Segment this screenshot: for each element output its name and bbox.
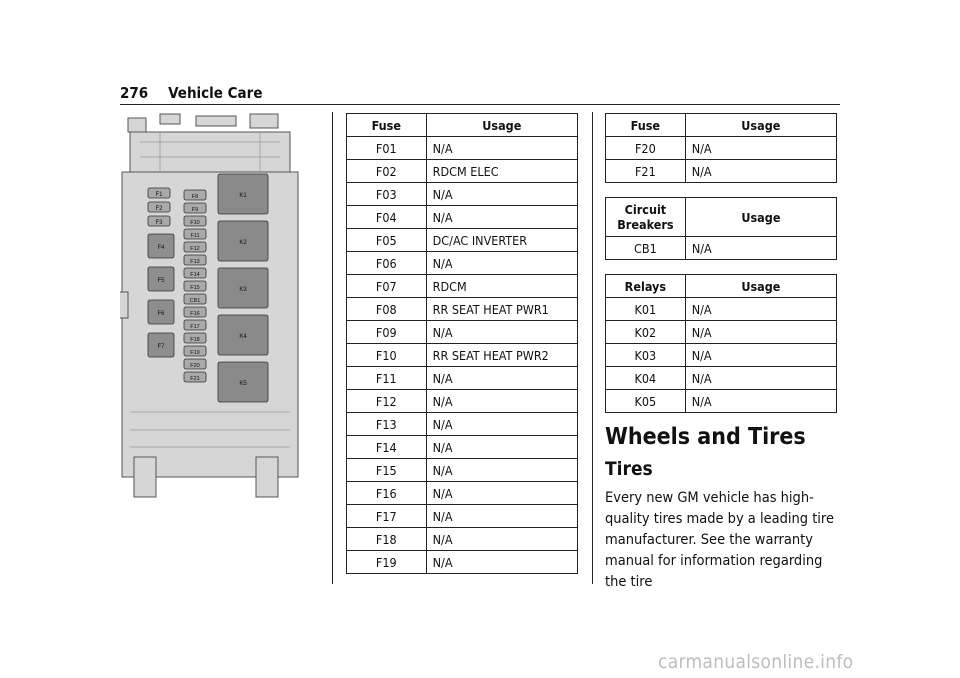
usage-cell: N/A [685,367,836,390]
table-row [347,551,578,574]
id-cell: F16 [347,482,427,505]
section-heading: Wheels and Tires [605,424,806,450]
table-row [347,160,578,183]
table-row [347,183,578,206]
id-cell: F05 [347,229,427,252]
fuse-label: F10 [190,220,200,226]
fuse-label: F17 [190,324,200,330]
usage-cell: N/A [426,183,577,206]
relay-table-header-1: Usage [685,275,836,298]
fuse-label: F11 [190,233,200,239]
subsection-heading: Tires [605,458,653,480]
usage-cell: N/A [685,390,836,413]
id-cell: F10 [347,344,427,367]
id-cell: F02 [347,160,427,183]
table-row [347,482,578,505]
id-cell: F20 [606,137,686,160]
id-cell: F04 [347,206,427,229]
fuse-label: F9 [191,207,199,213]
fuse-label: F18 [190,337,200,343]
header-rule [120,104,840,105]
fuse-label: F20 [190,363,200,369]
fuse-label: F2 [155,206,163,212]
usage-cell: N/A [426,528,577,551]
usage-cell: N/A [685,321,836,344]
fuse-label: F21 [190,376,200,382]
table-row [347,344,578,367]
circuit-breaker-table [605,197,837,260]
usage-cell: RDCM ELEC [426,160,577,183]
id-cell: K02 [606,321,686,344]
fuse-label: F6 [157,311,165,317]
body-paragraph: Every new GM vehicle has high-quality tires made by a leading tire manufacturer. See the warranty manual for information regarding the tire [605,490,835,590]
table-row [347,367,578,390]
usage-cell: N/A [426,367,577,390]
usage-cell: N/A [426,252,577,275]
table-row [347,321,578,344]
table-row [606,390,837,413]
table-row [606,137,837,160]
fuse-label: F7 [157,344,165,350]
id-cell: F15 [347,459,427,482]
fuse-label: F15 [190,285,200,291]
table-row [347,390,578,413]
fuse-table-2-header-1: Usage [685,114,836,137]
id-cell: K05 [606,390,686,413]
usage-cell: N/A [426,206,577,229]
table-row [606,344,837,367]
table-row [347,413,578,436]
id-cell: K04 [606,367,686,390]
fuse-label: F4 [157,245,165,251]
usage-cell: N/A [426,505,577,528]
page-header [120,84,262,102]
fuse-label: F13 [190,259,200,265]
id-cell: CB1 [606,237,686,260]
id-cell: K03 [606,344,686,367]
table-row [347,275,578,298]
fuse-label: F5 [157,278,165,284]
usage-cell: N/A [426,321,577,344]
fuse-label: F14 [190,272,200,278]
section-title: Vehicle Care [168,84,263,102]
usage-cell: DC/AC INVERTER [426,229,577,252]
table-row [606,237,837,260]
usage-cell: RDCM [426,275,577,298]
table-row [606,160,837,183]
relay-table-header-0: Relays [606,275,686,298]
watermark: carmanualsonline.info [658,651,854,673]
relay-label: K1 [239,193,247,199]
usage-cell: RR SEAT HEAT PWR2 [426,344,577,367]
usage-cell: N/A [426,137,577,160]
relay-table [605,274,837,413]
column-divider-2 [592,112,593,584]
relay-label: K2 [239,240,247,246]
table-row [347,298,578,321]
fuse-table-1-header-0: Fuse [347,114,427,137]
breaker-table-header-0: Circuit Breakers [606,198,686,237]
id-cell: F19 [347,551,427,574]
id-cell: F12 [347,390,427,413]
id-cell: F01 [347,137,427,160]
table-row [606,298,837,321]
usage-cell: N/A [685,237,836,260]
id-cell: F21 [606,160,686,183]
usage-cell: N/A [685,137,836,160]
id-cell: K01 [606,298,686,321]
relay-label: K5 [239,381,247,387]
usage-cell: N/A [426,390,577,413]
usage-cell: N/A [685,160,836,183]
table-row [347,505,578,528]
id-cell: F18 [347,528,427,551]
table-row [347,459,578,482]
id-cell: F07 [347,275,427,298]
fuse-table-2 [605,113,837,183]
fuse-table-1-header-1: Usage [426,114,577,137]
table-row [606,321,837,344]
fuse-block-diagram [120,112,300,502]
id-cell: F14 [347,436,427,459]
id-cell: F17 [347,505,427,528]
fuse-label: F8 [191,194,199,200]
table-row [347,528,578,551]
fuse-table-1 [346,113,578,574]
id-cell: F08 [347,298,427,321]
relay-label: K3 [239,287,247,293]
id-cell: F03 [347,183,427,206]
usage-cell: N/A [426,482,577,505]
id-cell: F13 [347,413,427,436]
fuse-label: F12 [190,246,200,252]
table-row [606,367,837,390]
table-row [347,137,578,160]
id-cell: F09 [347,321,427,344]
fuse-table-2-header-0: Fuse [606,114,686,137]
table-row [347,229,578,252]
fuse-label: F3 [155,220,163,226]
usage-cell: RR SEAT HEAT PWR1 [426,298,577,321]
relay-label: K4 [239,334,247,340]
column-divider-1 [332,112,333,584]
usage-cell: N/A [426,459,577,482]
id-cell: F11 [347,367,427,390]
id-cell: F06 [347,252,427,275]
usage-cell: N/A [426,551,577,574]
page-number: 276 [120,84,149,102]
usage-cell: N/A [426,413,577,436]
table-row [347,436,578,459]
table-row [347,252,578,275]
table-row [347,206,578,229]
fuse-label: F16 [190,311,200,317]
fuse-label: F19 [190,350,200,356]
usage-cell: N/A [685,298,836,321]
breaker-table-header-1: Usage [685,198,836,237]
usage-cell: N/A [426,436,577,459]
fuse-label: CB1 [189,298,201,304]
usage-cell: N/A [685,344,836,367]
fuse-label: F1 [155,192,163,198]
